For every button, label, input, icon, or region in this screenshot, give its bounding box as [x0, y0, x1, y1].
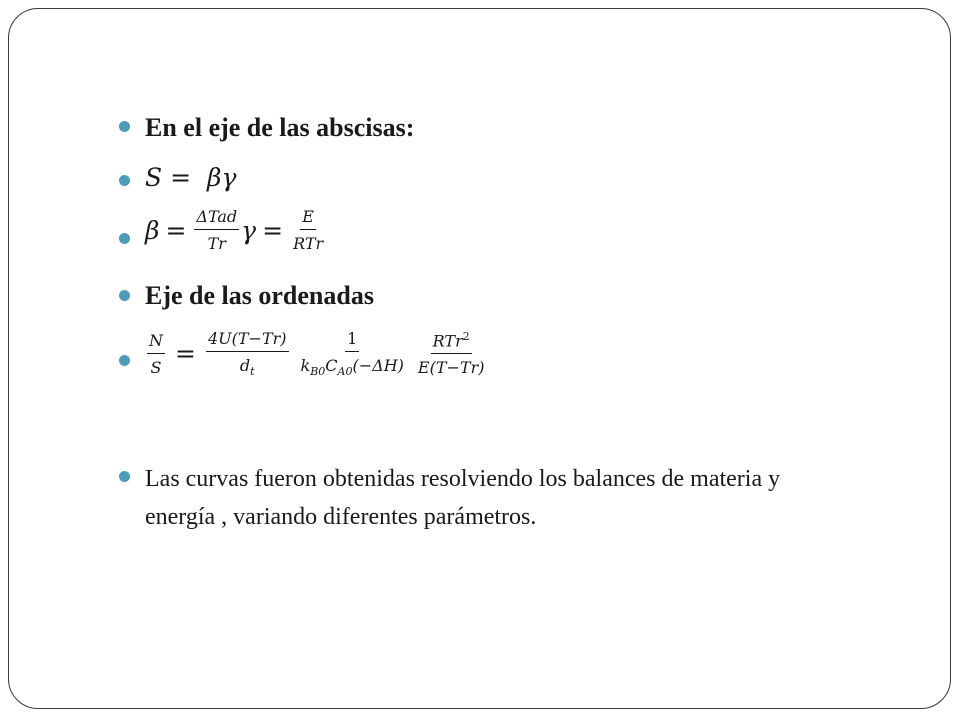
term2-den-c: C — [325, 356, 338, 375]
equation-beta-gamma — [145, 207, 327, 253]
bullet-dot — [119, 121, 130, 132]
eq-gamma-equals: = — [262, 215, 284, 245]
bullet-dot — [119, 290, 130, 301]
fraction-ns — [147, 331, 165, 377]
bullet-dot — [119, 471, 130, 482]
eq-beta-equals: = — [165, 215, 187, 245]
term3-num-main: RTr — [432, 331, 463, 351]
fraction-term2-denominator — [299, 352, 406, 378]
slide-frame — [8, 8, 951, 709]
heading-abscissa: En el eje de las abscisas: — [145, 113, 415, 142]
fraction-beta — [194, 207, 239, 253]
bullet-dot — [119, 355, 130, 366]
term2-den-c-sub: A0 — [337, 365, 353, 379]
fraction-term3-denominator: E(T−Tr) — [417, 358, 485, 378]
term1-den-sub: t — [250, 365, 255, 379]
eq-beta-symbol: β — [145, 215, 160, 245]
eq-s-equals: = — [170, 163, 192, 192]
eq-s-rhs: βγ — [207, 163, 237, 192]
fraction-gamma — [291, 207, 325, 253]
fraction-term3 — [416, 330, 487, 377]
equation-ns — [145, 329, 488, 378]
fraction-ns-numerator: N — [147, 331, 165, 354]
fraction-beta-denominator: Tr — [207, 234, 226, 253]
bullet-dot — [119, 175, 130, 186]
description-text: Las curvas fueron obtenidas resolviendo los balances de materia y energía , variando diferentes parámetros. — [145, 466, 781, 530]
eq-s-lhs: S — [145, 163, 163, 192]
heading-ordinate: Eje de las ordenadas — [145, 281, 374, 310]
term2-den-k-sub: B0 — [310, 365, 326, 379]
fraction-term2-numerator: 1 — [345, 329, 359, 352]
fraction-term1-denominator — [238, 352, 257, 378]
bullet-dot — [119, 233, 130, 244]
term2-den-rest: (−ΔH) — [352, 356, 404, 375]
equation-s — [145, 163, 236, 192]
fraction-term1 — [206, 329, 289, 378]
fraction-gamma-numerator: E — [300, 207, 316, 230]
fraction-beta-numerator: ΔTad — [194, 207, 239, 230]
eq-ns-equals: = — [175, 339, 196, 369]
fraction-ns-denominator: S — [150, 357, 162, 377]
fraction-term2 — [299, 329, 406, 378]
term2-den-k: k — [300, 356, 311, 375]
fraction-term3-numerator — [431, 330, 472, 354]
term1-den-d: d — [239, 356, 251, 375]
eq-gamma-symbol: γ — [241, 215, 257, 245]
fraction-term1-numerator: 4U(T−Tr) — [206, 329, 289, 352]
term3-num-sup: 2 — [462, 329, 470, 343]
fraction-gamma-denominator: RTr — [293, 234, 324, 253]
